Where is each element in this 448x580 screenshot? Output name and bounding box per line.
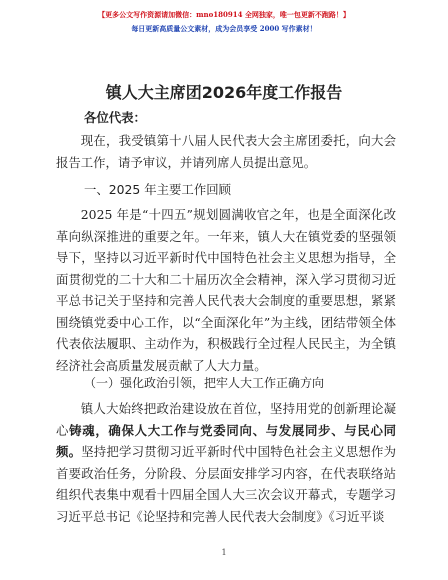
subsection-heading-1: （一）强化政治引领，把牢人大工作正确方向 [84, 376, 325, 390]
promo-banner-line1: 【更多公文写作资源请加微信：mno180914 全网独家，唯一包更新不跑路！】 [98, 10, 350, 19]
para3-bold: 铸魂，确保人大工作与党委同向、与发展同步、与民心同频。 [56, 422, 397, 459]
document-title: 镇人大主席团2026年度工作报告 [105, 83, 343, 102]
intro-paragraph: 现在，我受镇第十八届人民代表大会主席团委托，向大会报告工作，请予审议，并请列席人员提出意见。 [56, 133, 396, 170]
section-heading-1: 一、2025 年主要工作回顾 [84, 182, 231, 197]
review-paragraph-block [56, 204, 396, 376]
page-number: 1 [221, 548, 227, 557]
political-paragraph-block [56, 398, 396, 527]
promo-banner-line2: 每日更新高质量公文素材，成为会员享受 2000 写作素材！ [131, 24, 317, 33]
political-paragraph [56, 398, 396, 527]
para3-start: 镇人大始终把政治建设放在首位，坚持用党的创新理论凝心 [56, 401, 396, 438]
greeting: 各位代表： [84, 110, 146, 125]
intro-paragraph-block [56, 130, 396, 173]
para3-end: 坚持把学习贯彻习近平新时代中国特色社会主义思想作为首要政治任务，分阶段、分层面安排学习内容，在代表联络站组织代表集中观看十四届全国人大三次会议开幕式，专题学习习近平总书记《论坚持和完善人民代表大会制度》《习近平谈 [56, 444, 397, 524]
review-paragraph: 2025 年是“十四五”规划圆满收官之年，也是全面深化改革向纵深推进的重要之年。一年来，镇人大在镇党委的坚强领导下，坚持以习近平新时代中国特色社会主义思想为指导，全面贯彻党的二十大和二十届历次全会精神，深入学习贯彻习近平总书记关于坚持和完善人民代表大会制度的重要思想，紧紧围绕镇党委中心工作，以“全面深化年”为主线，团结带领全体代表依法履职、主动作为，积极践行全过程人民民主，为全镇经济社会高质量发展贡献了人大力量。 [56, 207, 396, 373]
